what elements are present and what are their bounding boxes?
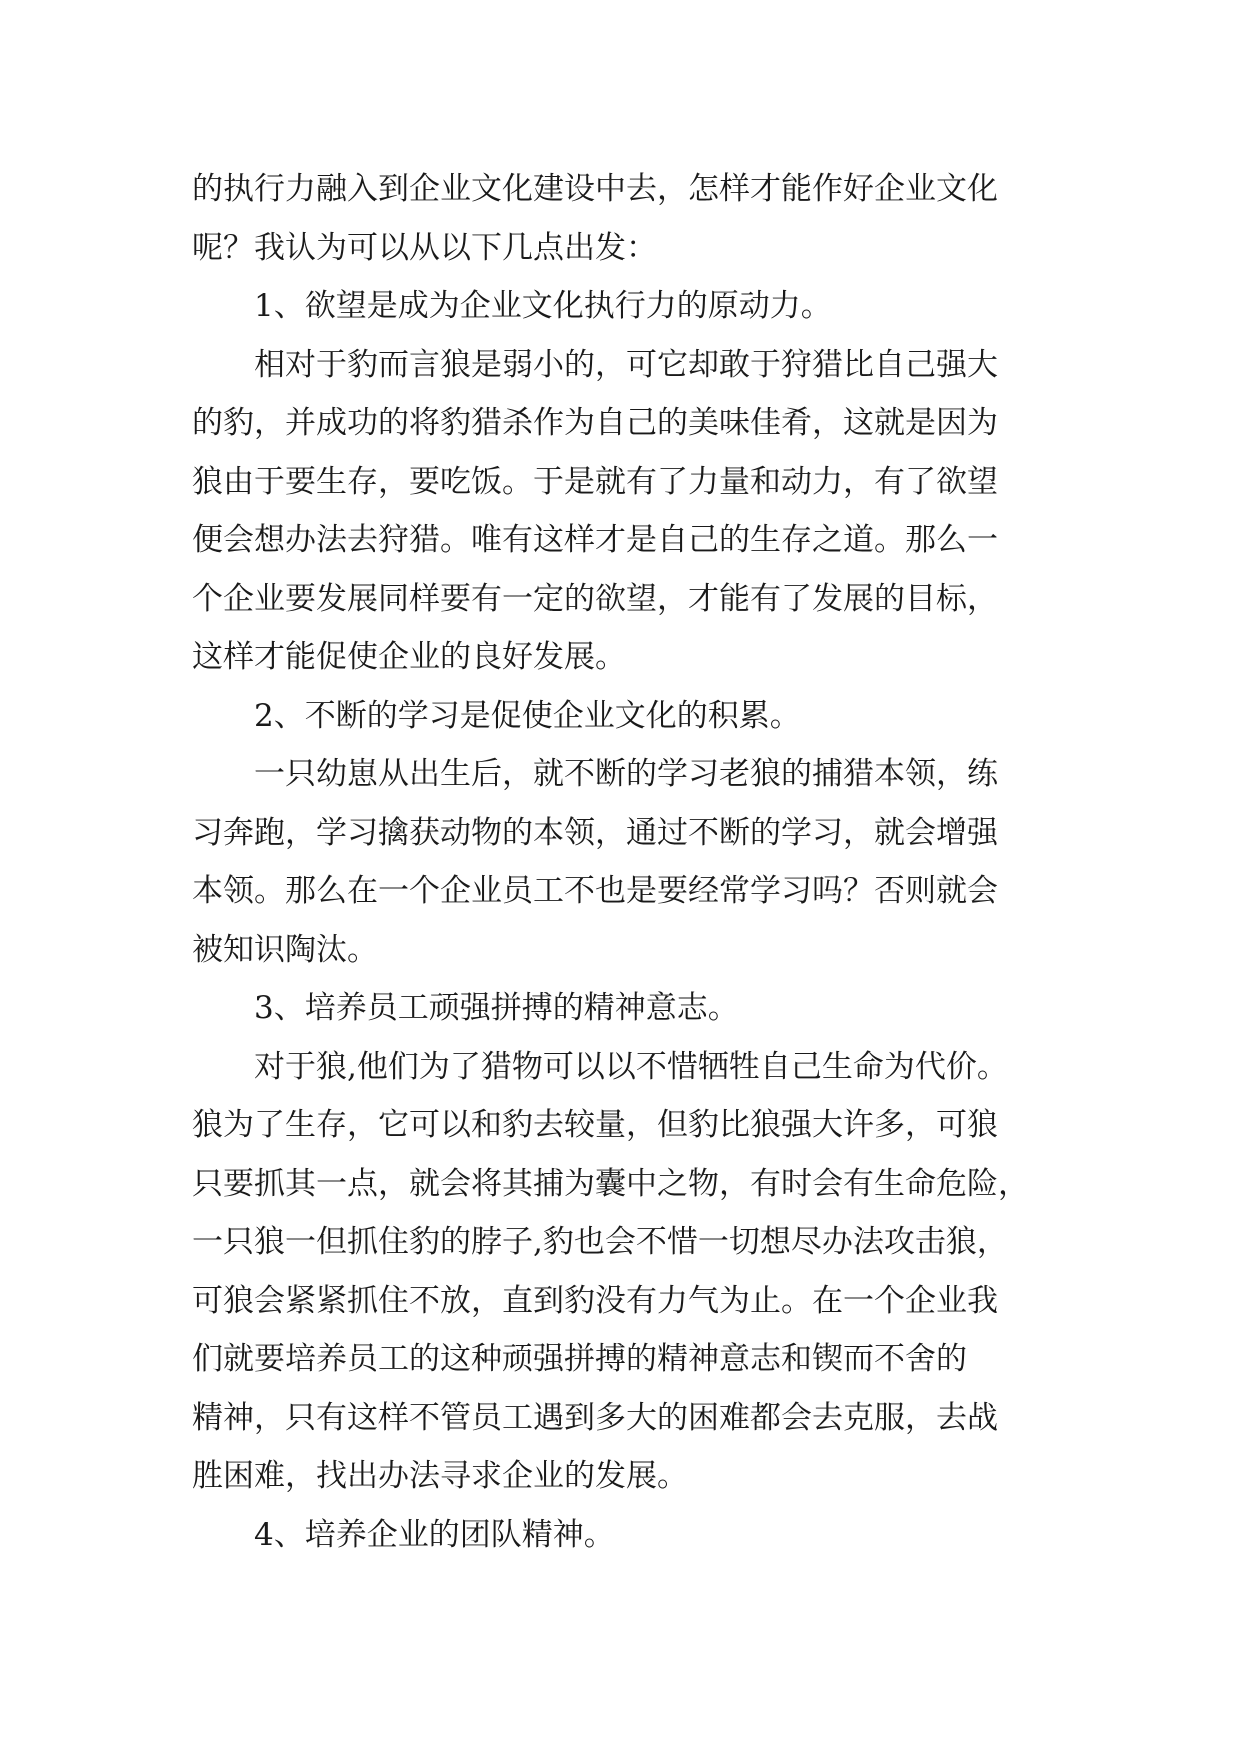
text-line: 这样才能促使企业的良好发展。 [192,639,626,675]
text-line: 一只幼崽从出生后，就不断的学习老狼的捕猎本领，练 [254,756,998,792]
text-line: 狼为了生存，它可以和豹去较量，但豹比狼强大许多，可狼 [192,1107,998,1143]
text-line: 4、培养企业的团队精神。 [254,1516,615,1553]
text-line: 呢？我认为可以从以下几点出发： [192,229,657,266]
text-line: 一只狼一但抓住豹的脖子,豹也会不惜一切想尽办法攻击狼， [192,1224,1008,1260]
text-line: 的执行力融入到企业文化建设中去，怎样才能作好企业文化 [192,171,998,207]
text-line: 本领。那么在一个企业员工不也是要经常学习吗？否则就会 [192,873,998,909]
text-line: 2、不断的学习是促使企业文化的积累。 [254,697,801,734]
text-line: 对于狼,他们为了猎物可以以不惜牺牲自己生命为代价。 [254,1048,1008,1085]
text-line: 精神，只有这样不管员工遇到多大的困难都会去克服，去战 [192,1399,998,1436]
text-line: 个企业要发展同样要有一定的欲望，才能有了发展的目标， [192,580,998,617]
text-line: 习奔跑，学习擒获动物的本领，通过不断的学习，就会增强 [192,814,998,851]
text-line: 们就要培养员工的这种顽强拼搏的精神意志和锲而不舍的 [192,1341,967,1377]
text-line: 相对于豹而言狼是弱小的，可它却敢于狩猎比自己强大 [254,346,998,383]
text-line: 狼由于要生存，要吃饭。于是就有了力量和动力，有了欲望 [192,463,998,500]
text-line: 被知识陶汰。 [192,931,378,968]
text-line: 便会想办法去狩猎。唯有这样才是自己的生存之道。那么一 [192,522,998,558]
text-line: 1、欲望是成为企业文化执行力的原动力。 [254,288,832,324]
body-text [192,160,1062,1564]
text-line: 3、培养员工顽强拼搏的精神意志。 [254,990,739,1026]
text-line: 胜困难，找出办法寻求企业的发展。 [192,1458,688,1494]
text-line: 可狼会紧紧抓住不放，直到豹没有力气为止。在一个企业我 [192,1282,998,1319]
text-line: 的豹，并成功的将豹猎杀作为自己的美味佳肴，这就是因为 [192,405,998,441]
text-line: 只要抓其一点，就会将其捕为囊中之物，有时会有生命危险， [192,1165,1029,1202]
